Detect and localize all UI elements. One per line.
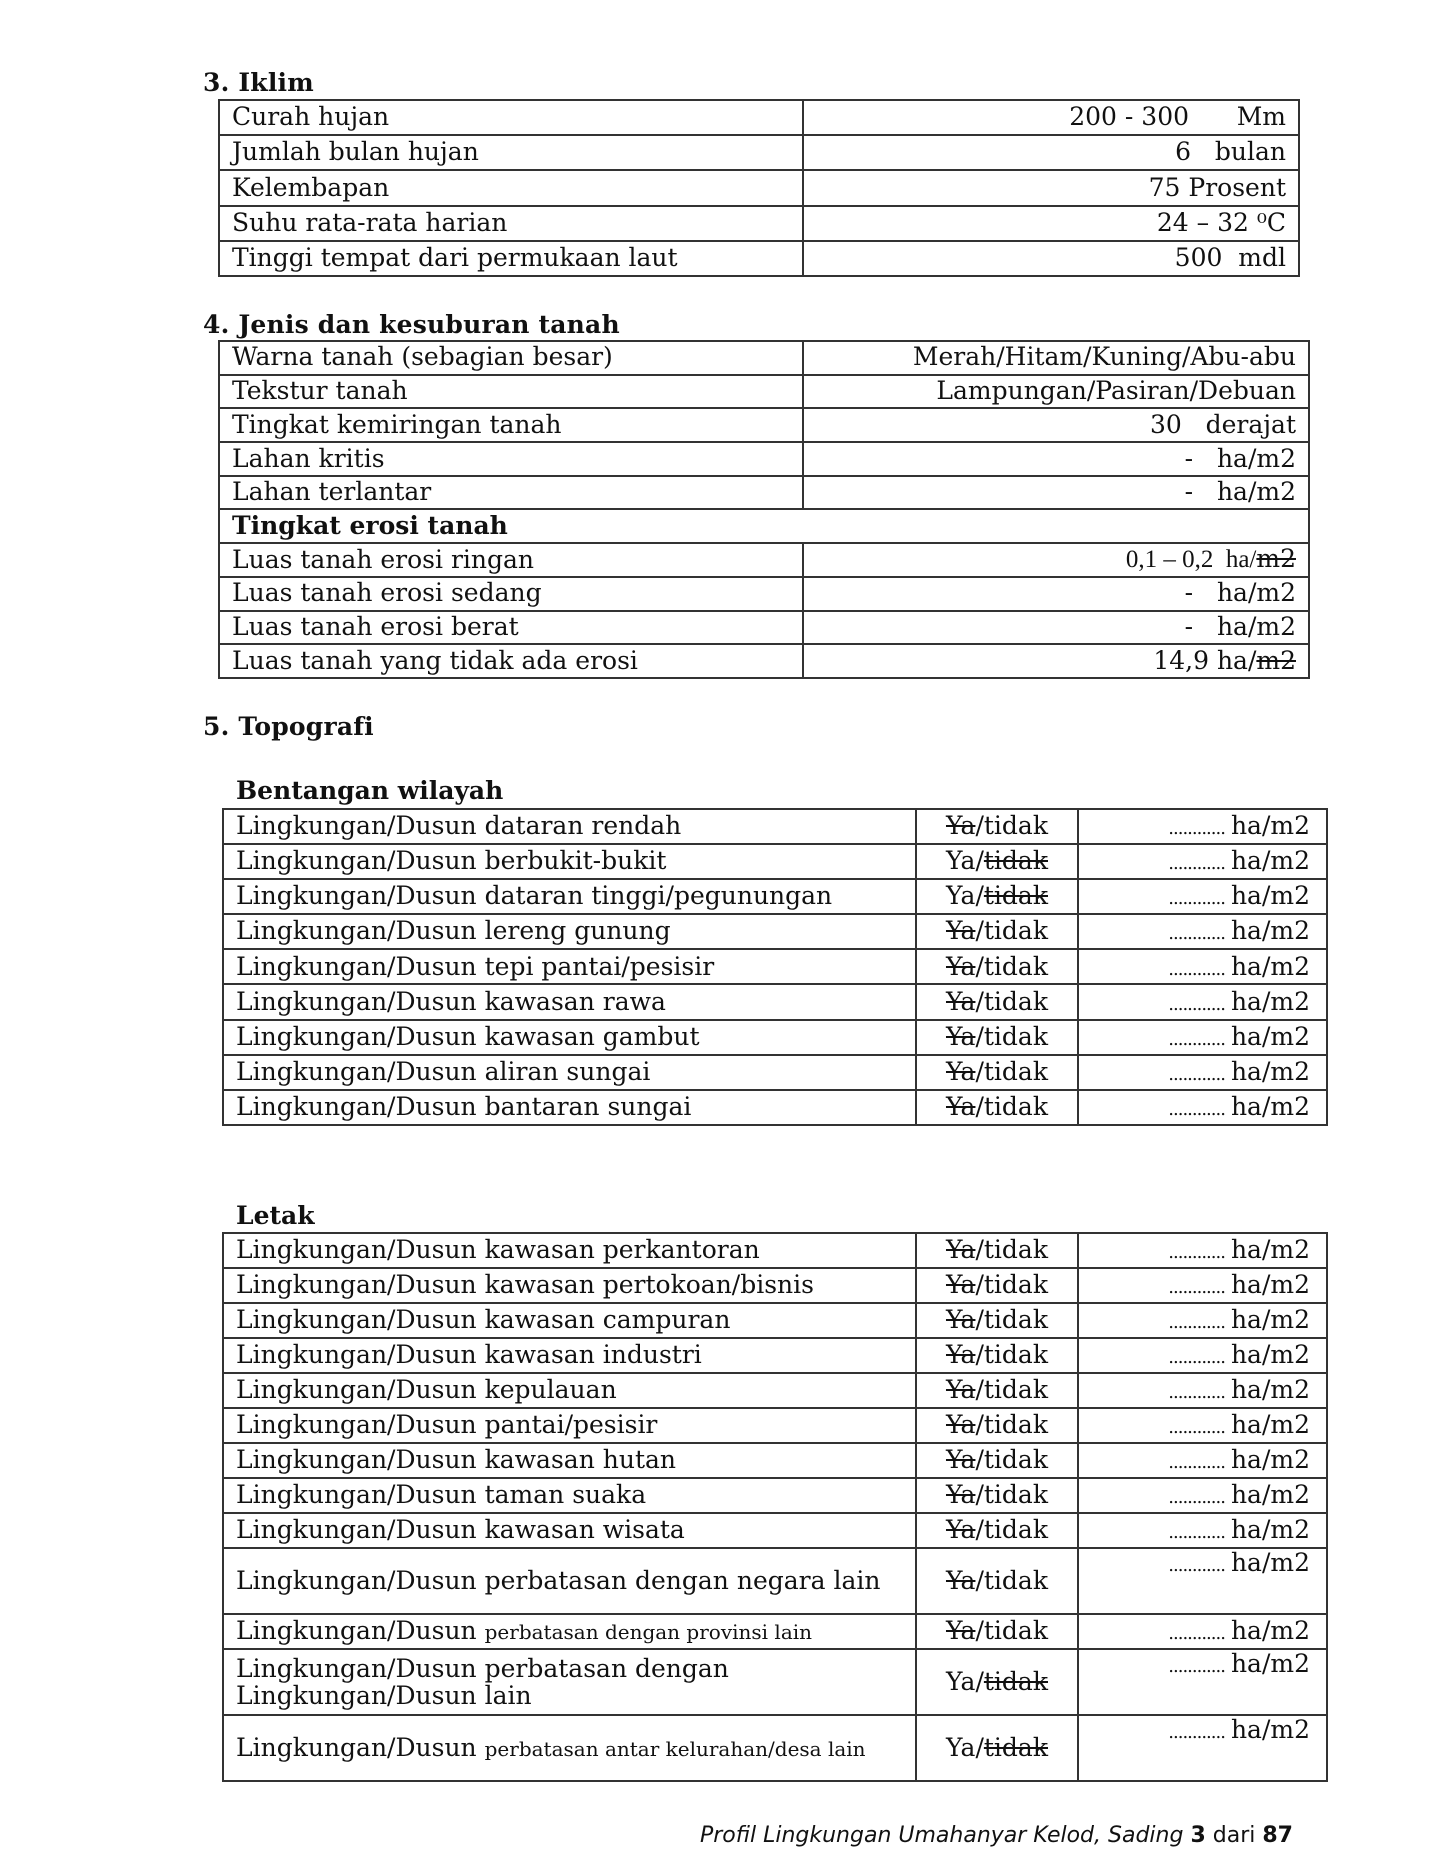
page-footer: [700, 1823, 1293, 1848]
table-row: [223, 1055, 1327, 1090]
row-label: Lingkungan/Dusun dataran tinggi/pegunungan: [223, 879, 916, 914]
table-row: [223, 1715, 1327, 1781]
row-label: Luas tanah erosi ringan: [219, 543, 803, 577]
option-ya: Ya: [945, 916, 976, 946]
row-label: Jumlah bulan hujan: [219, 135, 803, 170]
row-value: Lampungan/Pasiran/Debuan: [803, 375, 1309, 409]
table-row: [223, 1020, 1327, 1055]
table-row: [223, 1548, 1327, 1614]
option-ya: Ya: [945, 951, 976, 981]
option-ya: Ya: [945, 1480, 976, 1510]
row-label: Tingkat kemiringan tanah: [219, 408, 803, 442]
row-value: 75 Prosent: [803, 170, 1299, 205]
option-ya: Ya: [945, 1305, 976, 1335]
area-value: ............ ha/m2: [1078, 1548, 1327, 1614]
table-row: [219, 442, 1309, 476]
option-tidak: tidak: [983, 1021, 1048, 1051]
yes-no-choice: Ya/tidak: [916, 914, 1078, 949]
row-label: Lingkungan/Dusun berbukit-bukit: [223, 844, 916, 879]
row-value: Merah/Hitam/Kuning/Abu-abu: [803, 341, 1309, 375]
area-value: ............ ha/m2: [1078, 1268, 1327, 1303]
yes-no-choice: Ya/tidak: [916, 879, 1078, 914]
table-row: [219, 644, 1309, 678]
yes-no-choice: Ya/tidak: [916, 1548, 1078, 1614]
option-ya: Ya: [945, 1410, 976, 1440]
table-row: [219, 100, 1299, 135]
row-label: Lingkungan/Dusun kawasan gambut: [223, 1020, 916, 1055]
area-value: ............ ha/m2: [1078, 1715, 1327, 1781]
table-row: [223, 879, 1327, 914]
option-tidak: tidak: [983, 1732, 1048, 1762]
yes-no-choice: Ya/tidak: [916, 1513, 1078, 1548]
table-row: [223, 1338, 1327, 1373]
option-tidak: tidak: [983, 1091, 1048, 1121]
option-ya: Ya: [945, 1340, 976, 1370]
option-tidak: tidak: [983, 1056, 1048, 1086]
section-4-heading: 4. Jenis dan kesuburan tanah: [203, 310, 620, 339]
row-label: Lahan terlantar: [219, 476, 803, 510]
option-ya: Ya: [945, 846, 976, 876]
yes-no-choice: Ya/tidak: [916, 844, 1078, 879]
erosion-header-row: [219, 509, 1309, 543]
yes-no-choice: Ya/tidak: [916, 1303, 1078, 1338]
yes-no-choice: Ya/tidak: [916, 1090, 1078, 1125]
row-label: Lingkungan/Dusun kawasan industri: [223, 1338, 916, 1373]
row-label: Lingkungan/Dusun kawasan campuran: [223, 1303, 916, 1338]
area-value: ............ ha/m2: [1078, 1055, 1327, 1090]
option-ya: Ya: [945, 1565, 976, 1595]
option-tidak: tidak: [983, 1270, 1048, 1300]
row-label: Kelembapan: [219, 170, 803, 205]
option-tidak: tidak: [983, 1515, 1048, 1545]
letak-heading: Letak: [236, 1201, 315, 1230]
table-row: [223, 1303, 1327, 1338]
row-label: Suhu rata-rata harian: [219, 206, 803, 241]
option-ya: Ya: [945, 1666, 976, 1696]
row-label: Curah hujan: [219, 100, 803, 135]
option-tidak: tidak: [983, 1340, 1048, 1370]
option-tidak: tidak: [983, 1375, 1048, 1405]
option-tidak: tidak: [983, 1445, 1048, 1475]
yes-no-choice: Ya/tidak: [916, 1338, 1078, 1373]
table-row: [223, 1478, 1327, 1513]
row-value: 14,9 ha/m2: [803, 644, 1309, 678]
yes-no-choice: Ya/tidak: [916, 1233, 1078, 1268]
row-label: Tekstur tanah: [219, 375, 803, 409]
table-row: [219, 408, 1309, 442]
option-tidak: tidak: [983, 1616, 1048, 1646]
row-label: Warna tanah (sebagian besar): [219, 341, 803, 375]
yes-no-choice: Ya/tidak: [916, 1373, 1078, 1408]
table-row: [219, 341, 1309, 375]
footer-title: Profil Lingkungan Umahanyar Kelod, Sading: [700, 1823, 1184, 1848]
option-ya: Ya: [945, 986, 976, 1016]
struck-unit: m2: [1256, 544, 1296, 574]
row-label: Lingkungan/Dusun dataran rendah: [223, 809, 916, 844]
area-value: ............ ha/m2: [1078, 949, 1327, 984]
bentangan-heading: Bentangan wilayah: [236, 776, 504, 805]
table-row: [223, 1443, 1327, 1478]
yes-no-choice: Ya/tidak: [916, 1614, 1078, 1649]
row-label: Lingkungan/Dusun perbatasan dengan provinsi lain: [223, 1614, 916, 1649]
option-tidak: tidak: [983, 1666, 1048, 1696]
row-label: Lingkungan/Dusun lereng gunung: [223, 914, 916, 949]
table-row: [219, 135, 1299, 170]
area-value: ............ ha/m2: [1078, 914, 1327, 949]
area-value: ............ ha/m2: [1078, 1614, 1327, 1649]
row-value: 500 mdl: [803, 241, 1299, 276]
area-value: ............ ha/m2: [1078, 1090, 1327, 1125]
option-tidak: tidak: [983, 1565, 1048, 1595]
option-ya: Ya: [945, 881, 976, 911]
bentangan-table: [222, 808, 1328, 1126]
footer-of: dari: [1212, 1823, 1256, 1848]
option-tidak: tidak: [983, 986, 1048, 1016]
yes-no-choice: Ya/tidak: [916, 1715, 1078, 1781]
letak-table: [222, 1232, 1328, 1782]
row-label: Luas tanah erosi sedang: [219, 577, 803, 611]
yes-no-choice: Ya/tidak: [916, 984, 1078, 1019]
row-value: 30 derajat: [803, 408, 1309, 442]
option-ya: Ya: [945, 1732, 976, 1762]
option-ya: Ya: [945, 1270, 976, 1300]
yes-no-choice: Ya/tidak: [916, 1408, 1078, 1443]
area-value: ............ ha/m2: [1078, 1373, 1327, 1408]
yes-no-choice: Ya/tidak: [916, 1020, 1078, 1055]
erosion-header: Tingkat erosi tanah: [219, 509, 1309, 543]
row-label: Lingkungan/Dusun kawasan wisata: [223, 1513, 916, 1548]
table-row: [223, 914, 1327, 949]
table-row: [223, 1373, 1327, 1408]
table-row: [223, 844, 1327, 879]
row-label: Lingkungan/Dusun kawasan perkantoran: [223, 1233, 916, 1268]
area-value: ............ ha/m2: [1078, 1513, 1327, 1548]
table-row: [223, 809, 1327, 844]
row-label: Lahan kritis: [219, 442, 803, 476]
table-row: [219, 577, 1309, 611]
option-ya: Ya: [945, 1616, 976, 1646]
table-row: [223, 1408, 1327, 1443]
option-ya: Ya: [945, 1021, 976, 1051]
table-row: [223, 1233, 1327, 1268]
row-label: Lingkungan/Dusun taman suaka: [223, 1478, 916, 1513]
option-tidak: tidak: [983, 846, 1048, 876]
table-row: [223, 1513, 1327, 1548]
yes-no-choice: Ya/tidak: [916, 1268, 1078, 1303]
row-value: 200 - 300 Mm: [803, 100, 1299, 135]
struck-unit: m2: [1256, 645, 1296, 675]
soil-table: [218, 340, 1310, 679]
option-ya: Ya: [945, 1375, 976, 1405]
row-label: Luas tanah yang tidak ada erosi: [219, 644, 803, 678]
row-value: 24 – 32 ⁰C: [803, 206, 1299, 241]
yes-no-choice: Ya/tidak: [916, 949, 1078, 984]
row-value: 0,1 – 0,2 ha/m2: [803, 543, 1309, 577]
option-tidak: tidak: [983, 1410, 1048, 1440]
option-ya: Ya: [945, 1235, 976, 1265]
row-value: - ha/m2: [803, 442, 1309, 476]
climate-table: [218, 99, 1300, 277]
page-number: 3: [1190, 1823, 1206, 1848]
option-ya: Ya: [945, 811, 976, 841]
table-row: [223, 1649, 1327, 1715]
option-ya: Ya: [945, 1056, 976, 1086]
yes-no-choice: Ya/tidak: [916, 809, 1078, 844]
row-label: Lingkungan/Dusun tepi pantai/pesisir: [223, 949, 916, 984]
row-label: Lingkungan/Dusun perbatasan dengan negara lain: [223, 1548, 916, 1614]
area-value: ............ ha/m2: [1078, 1233, 1327, 1268]
area-value: ............ ha/m2: [1078, 1478, 1327, 1513]
table-row: [223, 1268, 1327, 1303]
table-row: [219, 170, 1299, 205]
option-tidak: tidak: [983, 916, 1048, 946]
row-value: - ha/m2: [803, 577, 1309, 611]
table-row: [219, 476, 1309, 510]
option-tidak: tidak: [983, 1480, 1048, 1510]
option-tidak: tidak: [983, 951, 1048, 981]
table-row: [219, 375, 1309, 409]
row-value: - ha/m2: [803, 611, 1309, 645]
area-value: ............ ha/m2: [1078, 1303, 1327, 1338]
table-row: [219, 206, 1299, 241]
table-row: [223, 949, 1327, 984]
option-tidak: tidak: [983, 1305, 1048, 1335]
area-value: ............ ha/m2: [1078, 1443, 1327, 1478]
table-row: [223, 984, 1327, 1019]
area-value: ............ ha/m2: [1078, 1649, 1327, 1715]
row-label: Lingkungan/Dusun kepulauan: [223, 1373, 916, 1408]
page-total: 87: [1262, 1823, 1293, 1848]
row-label: Lingkungan/Dusun perbatasan antar kelurahan/desa lain: [223, 1715, 916, 1781]
area-value: ............ ha/m2: [1078, 809, 1327, 844]
area-value: ............ ha/m2: [1078, 1020, 1327, 1055]
row-label: Lingkungan/Dusun kawasan hutan: [223, 1443, 916, 1478]
row-label: Lingkungan/Dusun aliran sungai: [223, 1055, 916, 1090]
area-value: ............ ha/m2: [1078, 879, 1327, 914]
table-row: [219, 611, 1309, 645]
row-label: Tinggi tempat dari permukaan laut: [219, 241, 803, 276]
yes-no-choice: Ya/tidak: [916, 1055, 1078, 1090]
yes-no-choice: Ya/tidak: [916, 1478, 1078, 1513]
option-tidak: tidak: [983, 811, 1048, 841]
row-label: Lingkungan/Dusun kawasan rawa: [223, 984, 916, 1019]
row-value: 6 bulan: [803, 135, 1299, 170]
table-row: [219, 241, 1299, 276]
table-row: [223, 1614, 1327, 1649]
row-label: Lingkungan/Dusun bantaran sungai: [223, 1090, 916, 1125]
yes-no-choice: Ya/tidak: [916, 1443, 1078, 1478]
option-ya: Ya: [945, 1445, 976, 1475]
section-5-heading: 5. Topografi: [203, 712, 374, 741]
option-tidak: tidak: [983, 1235, 1048, 1265]
row-label: Lingkungan/Dusun perbatasan dengan Lingkungan/Dusun lain: [223, 1649, 916, 1715]
option-tidak: tidak: [983, 881, 1048, 911]
row-label: Lingkungan/Dusun pantai/pesisir: [223, 1408, 916, 1443]
yes-no-choice: Ya/tidak: [916, 1649, 1078, 1715]
row-value: - ha/m2: [803, 476, 1309, 510]
area-value: ............ ha/m2: [1078, 984, 1327, 1019]
table-row: [223, 1090, 1327, 1125]
option-ya: Ya: [945, 1515, 976, 1545]
row-label: Lingkungan/Dusun kawasan pertokoan/bisnis: [223, 1268, 916, 1303]
area-value: ............ ha/m2: [1078, 1338, 1327, 1373]
table-row: [219, 543, 1309, 577]
area-value: ............ ha/m2: [1078, 1408, 1327, 1443]
option-ya: Ya: [945, 1091, 976, 1121]
area-value: ............ ha/m2: [1078, 844, 1327, 879]
section-3-heading: 3. Iklim: [203, 68, 314, 97]
row-label: Luas tanah erosi berat: [219, 611, 803, 645]
